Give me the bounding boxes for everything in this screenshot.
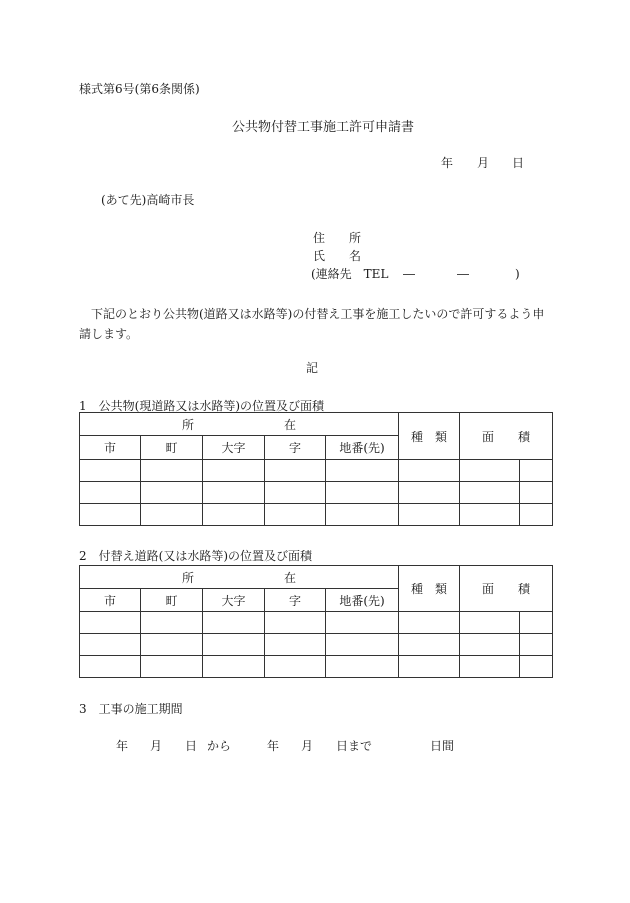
table-cell[interactable]: [460, 612, 520, 634]
table-cell[interactable]: [141, 482, 203, 504]
name-label: 氏 名: [313, 249, 362, 263]
location-left: 所: [182, 417, 195, 432]
table-cell[interactable]: [326, 634, 399, 656]
col-town: 町: [141, 436, 203, 460]
table-cell[interactable]: [460, 634, 520, 656]
period-start-month: 月: [150, 739, 163, 753]
document-title: 公共物付替工事施工許可申請書: [232, 120, 415, 135]
period-start-year: 年: [116, 739, 129, 753]
table-cell[interactable]: [265, 612, 326, 634]
table-cell[interactable]: [399, 460, 460, 482]
table-cell[interactable]: [80, 656, 141, 678]
application-statement: 下記のとおり公共物(道路又は水路等)の付替え工事を施工したいので許可するよう申請します。: [79, 307, 545, 341]
table-cell[interactable]: [399, 482, 460, 504]
col-aza: 字: [265, 436, 326, 460]
table-cell[interactable]: [265, 482, 326, 504]
section-3-heading: 3 工事の施工期間: [79, 702, 183, 716]
kind-header: 種 類: [399, 413, 460, 460]
table-cell[interactable]: [399, 634, 460, 656]
contact-close: ): [515, 267, 520, 281]
period-until: 日まで: [336, 739, 373, 753]
table-cell[interactable]: [520, 634, 553, 656]
existing-location-table: [79, 412, 553, 526]
col-oaza: 大字: [203, 589, 265, 612]
table-cell[interactable]: [80, 504, 141, 526]
table-cell[interactable]: [203, 634, 265, 656]
table-cell[interactable]: [460, 460, 520, 482]
location-header: [80, 566, 399, 589]
table-cell[interactable]: [265, 460, 326, 482]
table-cell[interactable]: [326, 504, 399, 526]
table-cell[interactable]: [460, 656, 520, 678]
table-cell[interactable]: [80, 634, 141, 656]
table-row: [80, 504, 553, 526]
table-cell[interactable]: [141, 612, 203, 634]
col-lot-number: 地番(先): [326, 589, 399, 612]
table-cell[interactable]: [399, 656, 460, 678]
table-cell[interactable]: [326, 656, 399, 678]
section-2-heading: 2 付替え道路(又は水路等)の位置及び面積: [79, 549, 312, 563]
date-month: 月: [477, 156, 490, 170]
tel-dash-1: ―: [403, 267, 415, 281]
col-aza: 字: [265, 589, 326, 612]
table-cell[interactable]: [326, 482, 399, 504]
form-label: 様式第6号(第6条関係): [79, 82, 200, 96]
table-cell[interactable]: [265, 634, 326, 656]
location-header: [80, 413, 399, 436]
table-cell[interactable]: [520, 656, 553, 678]
contact-label: (連絡先 TEL: [311, 267, 389, 281]
address-label: 住 所: [313, 231, 362, 245]
col-city: 市: [80, 589, 141, 612]
period-end-month: 月: [301, 739, 314, 753]
location-left: 所: [182, 570, 195, 585]
table-cell[interactable]: [265, 656, 326, 678]
addressee: (あて先)高崎市長: [101, 193, 195, 207]
period-end-year: 年: [267, 739, 280, 753]
table-cell[interactable]: [520, 482, 553, 504]
table-row: [80, 634, 553, 656]
table-row: [80, 460, 553, 482]
table-cell[interactable]: [141, 460, 203, 482]
table-cell[interactable]: [520, 612, 553, 634]
table-cell[interactable]: [141, 656, 203, 678]
kind-header: 種 類: [399, 566, 460, 612]
table-cell[interactable]: [203, 656, 265, 678]
table-cell[interactable]: [520, 460, 553, 482]
table-cell[interactable]: [141, 504, 203, 526]
table-cell[interactable]: [520, 504, 553, 526]
table-cell[interactable]: [460, 482, 520, 504]
table-cell[interactable]: [203, 612, 265, 634]
period-days: 日間: [430, 739, 455, 753]
period-start-day: 日: [185, 739, 198, 753]
area-header: 面 積: [460, 566, 553, 612]
section-1-heading: 1 公共物(現道路又は水路等)の位置及び面積: [79, 399, 324, 413]
table-cell[interactable]: [141, 634, 203, 656]
period-from: から: [207, 739, 232, 753]
table-cell[interactable]: [80, 482, 141, 504]
tel-dash-2: ―: [457, 267, 469, 281]
table-row: [80, 612, 553, 634]
table-cell[interactable]: [460, 504, 520, 526]
col-city: 市: [80, 436, 141, 460]
table-row: [80, 482, 553, 504]
col-oaza: 大字: [203, 436, 265, 460]
location-right: 在: [284, 417, 297, 432]
date-year: 年: [441, 156, 454, 170]
area-header: 面 積: [460, 413, 553, 460]
table-cell[interactable]: [203, 460, 265, 482]
location-right: 在: [284, 570, 297, 585]
col-lot-number: 地番(先): [326, 436, 399, 460]
table-cell[interactable]: [203, 504, 265, 526]
table-cell[interactable]: [399, 504, 460, 526]
table-cell[interactable]: [80, 460, 141, 482]
col-town: 町: [141, 589, 203, 612]
ki-heading: 記: [306, 361, 319, 375]
replacement-location-table: [79, 565, 553, 678]
table-row: [80, 656, 553, 678]
table-cell[interactable]: [399, 612, 460, 634]
table-cell[interactable]: [326, 612, 399, 634]
table-cell[interactable]: [265, 504, 326, 526]
date-day: 日: [512, 156, 525, 170]
table-cell[interactable]: [326, 460, 399, 482]
table-cell[interactable]: [80, 612, 141, 634]
table-cell[interactable]: [203, 482, 265, 504]
